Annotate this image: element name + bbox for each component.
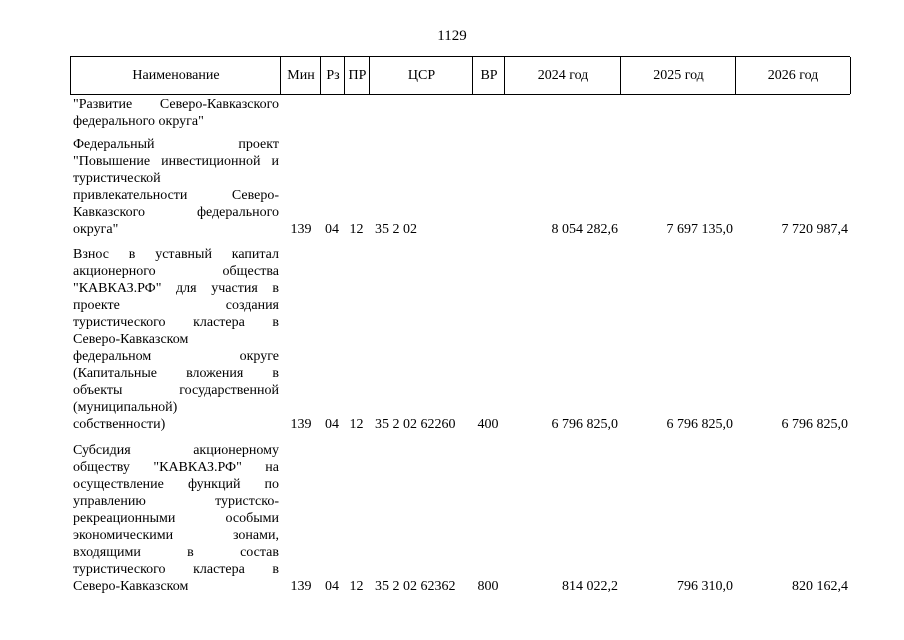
cell-csr: 35 2 02 62362 xyxy=(375,579,456,594)
cell-min: 139 xyxy=(290,222,312,237)
table-row xyxy=(70,246,850,433)
cell-vr: 800 xyxy=(477,579,499,594)
name-line: Северо-Кавказском xyxy=(73,332,189,347)
name-line: объекты государственной xyxy=(73,383,279,398)
name-line: (Капитальные вложения в xyxy=(73,366,279,381)
cell-rz: 04 xyxy=(325,417,339,432)
header-2024: 2024 год xyxy=(504,57,621,94)
name-line: проекте создания xyxy=(73,298,279,313)
header-vr: ВР xyxy=(472,57,505,94)
name-line: Субсидия акционерному xyxy=(73,443,279,458)
cell-2025: 796 310,0 xyxy=(677,579,733,594)
cell-rz: 04 xyxy=(325,222,339,237)
name-line: осуществление функций по xyxy=(73,477,279,492)
cell-2024: 6 796 825,0 xyxy=(551,417,618,432)
cell-pr: 12 xyxy=(349,417,364,432)
header-pr: ПР xyxy=(344,57,370,94)
name-line: акционерного общества xyxy=(73,264,279,279)
cell-min: 139 xyxy=(290,417,312,432)
header-2026: 2026 год xyxy=(735,57,851,94)
cell-2025: 7 697 135,0 xyxy=(666,222,733,237)
page-number: 1129 xyxy=(437,28,467,44)
cell-2026: 820 162,4 xyxy=(792,579,848,594)
name-line: собственности) xyxy=(73,417,166,432)
row-name xyxy=(73,96,279,130)
name-line: управлению туристско- xyxy=(73,494,279,509)
cell-2025: 6 796 825,0 xyxy=(666,417,733,432)
cell-csr: 35 2 02 62260 xyxy=(375,417,456,432)
cell-pr: 12 xyxy=(349,579,364,594)
table-row xyxy=(70,136,850,238)
name-line: туристического кластера в xyxy=(73,562,279,577)
name-line: "КАВКАЗ.РФ" для участия в xyxy=(73,281,279,296)
row-name xyxy=(73,136,279,238)
cell-2024: 8 054 282,6 xyxy=(551,222,618,237)
header-rz: Рз xyxy=(320,57,345,94)
cell-2026: 6 796 825,0 xyxy=(781,417,848,432)
name-line: Кавказского федерального xyxy=(73,205,279,220)
name-line: "Развитие Северо-Кавказского xyxy=(73,97,279,112)
header-min: Мин xyxy=(280,57,321,94)
table-header xyxy=(70,56,850,95)
header-2025: 2025 год xyxy=(620,57,736,94)
cell-vr: 400 xyxy=(477,417,499,432)
name-line: обществу "КАВКАЗ.РФ" на xyxy=(73,460,279,475)
table-row xyxy=(70,442,850,596)
cell-min: 139 xyxy=(290,579,312,594)
name-line: привлекательности Северо- xyxy=(73,188,279,203)
name-line: Взнос в уставный капитал xyxy=(73,247,279,262)
name-line: экономическими зонами, xyxy=(73,528,279,543)
name-line: Северо-Кавказском xyxy=(73,579,189,594)
cell-rz: 04 xyxy=(325,579,339,594)
cell-csr: 35 2 02 xyxy=(375,222,417,237)
header-name: Наименование xyxy=(70,57,281,94)
name-line: рекреационными особыми xyxy=(73,511,279,526)
name-line: федеральном округе xyxy=(73,349,279,364)
name-line: туристической xyxy=(73,171,161,186)
cell-2026: 7 720 987,4 xyxy=(781,222,848,237)
name-line: Федеральный проект xyxy=(73,137,279,152)
name-line: федерального округа" xyxy=(73,114,204,129)
name-line: (муниципальной) xyxy=(73,400,178,415)
name-line: туристического кластера в xyxy=(73,315,279,330)
row-name xyxy=(73,442,279,595)
header-csr: ЦСР xyxy=(369,57,473,94)
name-line: входящими в состав xyxy=(73,545,279,560)
name-line: округа" xyxy=(73,222,119,237)
row-name xyxy=(73,246,279,433)
cell-2024: 814 022,2 xyxy=(562,579,618,594)
name-line: "Повышение инвестиционной и xyxy=(73,154,279,169)
cell-pr: 12 xyxy=(349,222,364,237)
table-row xyxy=(70,96,850,130)
